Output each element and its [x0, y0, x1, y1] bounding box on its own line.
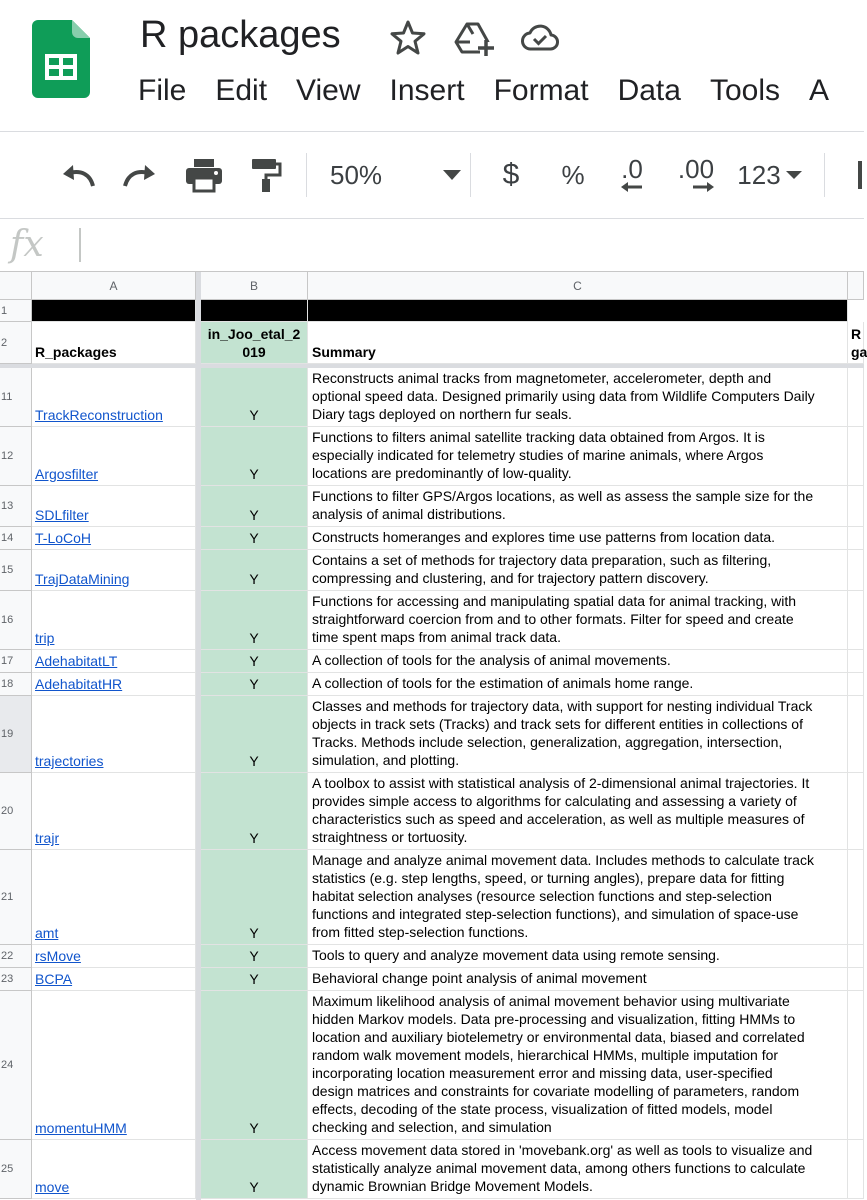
cell-summary[interactable]: Maximum likelihood analysis of animal movement behavior using multivariate hidden Markov models. Data pre-processing and visualization, fitting HMMs to location and auxiliary biotelemetry or environmental data, biased and correlated random walk movement models, hierarchical HMMs, multiple imputation for incorporating location measurement error and missing data, user-specified design matrices and constraints for covariate modelling of parameters, random effects, decoding of the state process, visualization of fitted models, model checking and selection, and simulation: [308, 991, 848, 1140]
decrease-decimal-label: .0: [621, 154, 643, 184]
arrow-left-icon: [620, 181, 644, 193]
spreadsheet-grid[interactable]: [0, 272, 867, 1200]
row-header-19[interactable]: 19: [0, 696, 32, 773]
font-select[interactable]: [856, 155, 864, 195]
cell-package-name[interactable]: [32, 650, 196, 673]
row-header-2[interactable]: 2: [0, 322, 32, 364]
cell-summary[interactable]: Behavioral change point analysis of animal movement: [308, 968, 848, 991]
column-header-d[interactable]: [848, 272, 864, 300]
cell-in-joo-flag[interactable]: Y: [201, 945, 308, 968]
menu-view[interactable]: View: [296, 74, 361, 107]
row-header-21[interactable]: 21: [0, 850, 32, 945]
row-header-11[interactable]: 11: [0, 368, 32, 427]
cell-package-name[interactable]: [32, 696, 196, 773]
cell-summary[interactable]: Tools to query and analyze movement data using remote sensing.: [308, 945, 848, 968]
menu-data[interactable]: Data: [617, 74, 681, 107]
menu-format[interactable]: Format: [493, 74, 589, 107]
cell-summary[interactable]: Classes and methods for trajectory data, with support for nesting individual Track objects in track sets (Tracks) and track sets for different entities in collections of Tracks. Methods include selection, generalization, aggregation, intersection, simulation, and plotting.: [308, 696, 848, 773]
cell-column-d[interactable]: [848, 427, 864, 486]
increase-decimal-button[interactable]: [674, 155, 718, 195]
row-header-15[interactable]: 15: [0, 550, 32, 591]
undo-icon: [59, 160, 97, 190]
cell-package-name[interactable]: [32, 945, 196, 968]
cell-column-d[interactable]: [848, 991, 864, 1140]
cell-in-joo-flag[interactable]: Y: [201, 991, 308, 1140]
row-header-12[interactable]: 12: [0, 427, 32, 486]
more-formats-button[interactable]: [734, 155, 806, 195]
cell-in-joo-flag[interactable]: Y: [201, 427, 308, 486]
font-select-edge: [858, 161, 862, 189]
column-header-a[interactable]: A: [32, 272, 196, 300]
cell-column-d[interactable]: [848, 773, 864, 850]
row-header-24[interactable]: 24: [0, 991, 32, 1140]
cell-column-d[interactable]: [848, 527, 864, 550]
cell-in-joo-flag[interactable]: Y: [201, 968, 308, 991]
cell-a1[interactable]: [32, 300, 196, 322]
undo-button[interactable]: [56, 155, 100, 195]
cell-in-joo-flag[interactable]: Y: [201, 673, 308, 696]
redo-button[interactable]: [118, 155, 162, 195]
package-link[interactable]: SDLfilter: [35, 507, 89, 523]
fx-icon: fx: [10, 224, 44, 265]
cell-package-name[interactable]: [32, 673, 196, 696]
cell-summary[interactable]: Functions to filter GPS/Argos locations, as well as assess the sample size for the analysis of animal distributions.: [308, 486, 848, 527]
cell-b1[interactable]: [201, 300, 308, 322]
package-link[interactable]: Argosfilter: [35, 466, 99, 482]
package-link[interactable]: trajectories: [35, 753, 104, 769]
chevron-down-icon: [442, 169, 462, 181]
cell-package-name[interactable]: [32, 427, 196, 486]
package-link[interactable]: trajr: [35, 830, 60, 846]
cell-in-joo-flag[interactable]: Y: [201, 773, 308, 850]
row-header-17[interactable]: 17: [0, 650, 32, 673]
package-link[interactable]: AdehabitatHR: [35, 676, 123, 692]
print-icon: [185, 158, 223, 192]
package-link[interactable]: TrajDataMining: [35, 571, 130, 587]
toolbar-separator: [470, 153, 471, 197]
menu-file[interactable]: File: [138, 74, 187, 107]
cell-summary[interactable]: A collection of tools for the estimation of animals home range.: [308, 673, 848, 696]
menu-bar: [138, 74, 858, 118]
cell-in-joo-flag[interactable]: Y: [201, 550, 308, 591]
row-header-18[interactable]: 18: [0, 673, 32, 696]
header-r-packages[interactable]: R_packages: [32, 322, 196, 364]
cell-column-d[interactable]: [848, 368, 864, 427]
column-header-b[interactable]: B: [201, 272, 308, 300]
percent-format-button[interactable]: [556, 155, 590, 195]
currency-label: $: [502, 158, 520, 191]
package-link[interactable]: TrackReconstruction: [35, 407, 163, 423]
cell-summary[interactable]: Contains a set of methods for trajectory data preparation, such as filtering, compressing and clustering, and for trajectory pattern discovery.: [308, 550, 848, 591]
menu-tools[interactable]: Tools: [709, 74, 780, 107]
row-header-14[interactable]: 14: [0, 527, 32, 550]
percent-label: %: [561, 159, 585, 190]
row-header-16[interactable]: 16: [0, 591, 32, 650]
menu-insert[interactable]: Insert: [389, 74, 465, 107]
cell-summary[interactable]: Functions for accessing and manipulating spatial data for animal tracking, with straightforward coercion from and to other formats. Filter for speed and create time spent maps from animal track data.: [308, 591, 848, 650]
row-header-1[interactable]: 1: [0, 300, 32, 322]
package-link[interactable]: rsMove: [35, 948, 81, 964]
package-link[interactable]: BCPA: [35, 971, 73, 987]
select-all-corner[interactable]: [0, 272, 32, 300]
redo-icon: [121, 160, 159, 190]
currency-format-button[interactable]: [494, 155, 528, 195]
cell-summary[interactable]: A toolbox to assist with statistical analysis of 2-dimensional animal trajectories. It provides simple access to algorithms for calculating and assessing a variety of characteristics such as speed and acceleration, as well as multiple measures of straightness or tortuosity.: [308, 773, 848, 850]
cell-in-joo-flag[interactable]: Y: [201, 850, 308, 945]
row-header-22[interactable]: 22: [0, 945, 32, 968]
row-header-25[interactable]: 25: [0, 1140, 32, 1199]
package-link[interactable]: momentuHMM: [35, 1120, 127, 1136]
frozen-rows-divider[interactable]: [0, 364, 864, 368]
increase-decimal-label: .00: [677, 154, 715, 184]
formula-input-cursor[interactable]: [79, 228, 81, 262]
package-link[interactable]: T-LoCoH: [35, 530, 92, 546]
decrease-decimal-button[interactable]: [612, 155, 652, 195]
cell-column-d[interactable]: [848, 550, 864, 591]
cell-package-name[interactable]: [32, 591, 196, 650]
chevron-down-icon: [785, 170, 803, 180]
cell-package-name[interactable]: [32, 1140, 196, 1199]
cell-package-name[interactable]: [32, 486, 196, 527]
cell-package-name[interactable]: [32, 773, 196, 850]
app-header: [0, 0, 864, 132]
header-column-d[interactable]: R ga: [848, 322, 864, 364]
sheets-logo-icon[interactable]: [32, 20, 90, 98]
package-link[interactable]: move: [35, 1179, 70, 1195]
cell-package-name[interactable]: [32, 968, 196, 991]
cell-column-d[interactable]: [848, 650, 864, 673]
package-link[interactable]: trip: [35, 630, 55, 646]
more-formats-label: 123: [737, 159, 781, 190]
menu-edit[interactable]: Edit: [215, 74, 268, 107]
document-title[interactable]: R packages: [140, 14, 341, 56]
move-to-drive-icon[interactable]: [454, 18, 494, 58]
toolbar-separator: [824, 153, 825, 197]
cloud-saved-icon[interactable]: [520, 18, 560, 58]
cell-in-joo-flag[interactable]: Y: [201, 527, 308, 550]
zoom-select[interactable]: [330, 155, 462, 195]
cell-in-joo-flag[interactable]: Y: [201, 650, 308, 673]
menu-extensions[interactable]: A: [809, 74, 830, 107]
star-icon[interactable]: [388, 18, 428, 58]
row-header-20[interactable]: 20: [0, 773, 32, 850]
cell-package-name[interactable]: [32, 991, 196, 1140]
formula-bar: [0, 220, 864, 272]
cell-column-d[interactable]: [848, 945, 864, 968]
cell-column-d[interactable]: [848, 591, 864, 650]
cell-summary[interactable]: Manage and analyze animal movement data. Includes methods to calculate track statistics (e.g. step lengths, speed, or turning angles), prepare data for fitting habitat selection analyses (resource selection functions and step-selection functions and integrated step-selection functions), and simulation of space-use from fitted step-selection functions.: [308, 850, 848, 945]
cell-column-d[interactable]: [848, 968, 864, 991]
toolbar-separator: [306, 153, 307, 197]
zoom-value: 50%: [330, 159, 383, 190]
cell-summary[interactable]: Constructs homeranges and explores time use patterns from location data.: [308, 527, 848, 550]
print-button[interactable]: [182, 155, 226, 195]
toolbar: [0, 133, 864, 219]
cell-c1[interactable]: [308, 300, 848, 322]
cell-column-d[interactable]: [848, 673, 864, 696]
row-header-13[interactable]: 13: [0, 486, 32, 527]
cell-in-joo-flag[interactable]: Y: [201, 1140, 308, 1199]
cell-in-joo-flag[interactable]: Y: [201, 486, 308, 527]
cell-summary[interactable]: Functions to filters animal satellite tracking data obtained from Argos. It is especially indicated for telemetry studies of marine animals, where Argos locations are predominantly of low-quality.: [308, 427, 848, 486]
paint-format-icon: [250, 157, 282, 193]
arrow-right-icon: [691, 181, 715, 193]
frozen-columns-divider[interactable]: [196, 272, 201, 1200]
cell-package-name[interactable]: [32, 550, 196, 591]
row-header-23[interactable]: 23: [0, 968, 32, 991]
cell-column-d[interactable]: [848, 486, 864, 527]
cell-summary[interactable]: A collection of tools for the analysis of animal movements.: [308, 650, 848, 673]
package-link[interactable]: amt: [35, 925, 59, 941]
header-summary[interactable]: Summary: [308, 322, 848, 364]
paint-format-button[interactable]: [246, 155, 286, 195]
cell-package-name[interactable]: [32, 527, 196, 550]
header-in-joo-etal[interactable]: in_Joo_etal_2 019: [201, 322, 308, 364]
cell-summary[interactable]: Access movement data stored in 'movebank.org' as well as tools to visualize and statistically analyze animal movement data, among others functions to calculate dynamic Brownian Bridge Movement Models.: [308, 1140, 848, 1199]
package-link[interactable]: AdehabitatLT: [35, 653, 118, 669]
cell-package-name[interactable]: [32, 368, 196, 427]
cell-column-d[interactable]: [848, 850, 864, 945]
cell-in-joo-flag[interactable]: Y: [201, 591, 308, 650]
cell-in-joo-flag[interactable]: Y: [201, 696, 308, 773]
cell-summary[interactable]: Reconstructs animal tracks from magnetometer, accelerometer, depth and optional speed data. Designed primarily using data from Wildlife Computers Daily Diary tags deployed on northern fur seals.: [308, 368, 848, 427]
column-header-c[interactable]: C: [308, 272, 848, 300]
cell-column-d[interactable]: [848, 696, 864, 773]
cell-column-d[interactable]: [848, 1140, 864, 1199]
cell-in-joo-flag[interactable]: Y: [201, 368, 308, 427]
cell-package-name[interactable]: [32, 850, 196, 945]
